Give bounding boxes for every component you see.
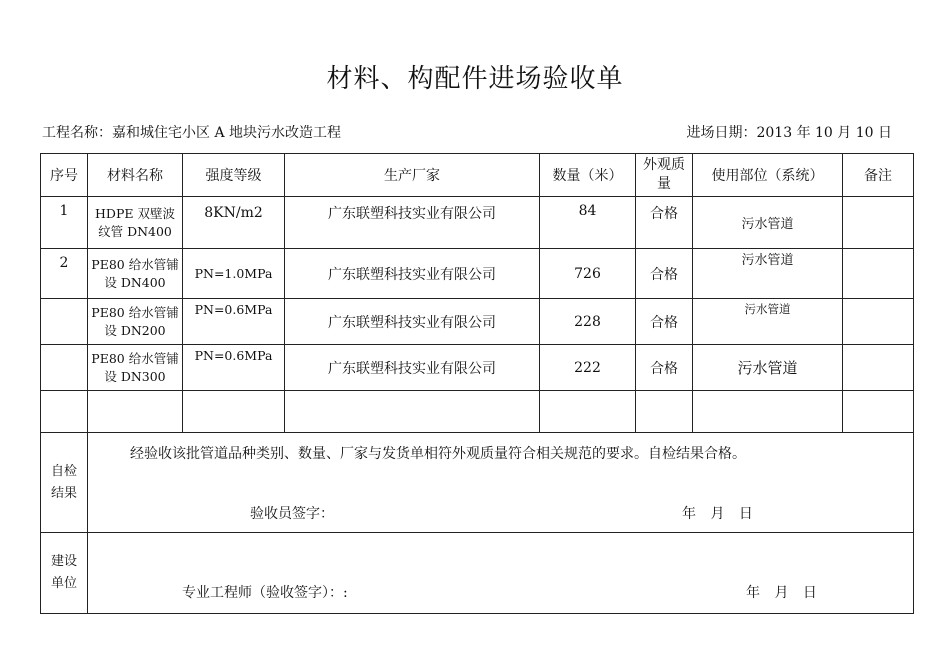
cell-grade: 8KN/m2 bbox=[183, 197, 285, 249]
cell-material: PE80 给水管铺设 DN300 bbox=[88, 345, 183, 391]
cell-remark bbox=[843, 249, 914, 299]
cell-appearance: 合格 bbox=[636, 197, 693, 249]
cell-maker: 广东联塑科技实业有限公司 bbox=[285, 249, 540, 299]
header-material: 材料名称 bbox=[88, 154, 183, 197]
table-header-row bbox=[41, 154, 914, 197]
inspector-signature-label: 验收员签字： bbox=[250, 506, 334, 522]
cell-remark bbox=[843, 197, 914, 249]
acceptance-table bbox=[40, 153, 914, 614]
cell-location: 污水管道 bbox=[693, 197, 843, 249]
document-title: 材料、构配件进场验收单 bbox=[326, 64, 624, 94]
table-row bbox=[41, 249, 914, 299]
cell-seq bbox=[41, 299, 88, 345]
cell-remark bbox=[843, 299, 914, 345]
header-remark: 备注 bbox=[843, 154, 914, 197]
cell-qty: 222 bbox=[540, 345, 636, 391]
cell-location: 污水管道 bbox=[693, 345, 843, 391]
inspector-date: 年 月 日 bbox=[682, 506, 753, 522]
self-check-conclusion: 经验收该批管道品种类别、数量、厂家与发货单相符外观质量符合相关规范的要求。自检结果合格。 bbox=[130, 446, 746, 462]
cell-grade: PN=0.6MPa bbox=[183, 345, 285, 391]
cell-seq bbox=[41, 345, 88, 391]
cell-appearance: 合格 bbox=[636, 249, 693, 299]
self-check-label: 自检 结果 bbox=[41, 433, 88, 533]
cell-location: 污水管道 bbox=[693, 299, 843, 345]
cell-seq: 2 bbox=[41, 249, 88, 299]
self-check-row bbox=[41, 433, 914, 533]
cell-qty: 228 bbox=[540, 299, 636, 345]
engineer-date: 年 月 日 bbox=[746, 585, 817, 601]
cell-maker: 广东联塑科技实业有限公司 bbox=[285, 345, 540, 391]
header-seq: 序号 bbox=[41, 154, 88, 197]
header-location: 使用部位（系统） bbox=[693, 154, 843, 197]
cell-appearance: 合格 bbox=[636, 345, 693, 391]
project-name: 工程名称：嘉和城住宅小区 A 地块污水改造工程 bbox=[42, 125, 342, 141]
cell-maker: 广东联塑科技实业有限公司 bbox=[285, 299, 540, 345]
table-row bbox=[41, 345, 914, 391]
empty-row bbox=[41, 391, 914, 433]
cell-grade: PN=1.0MPa bbox=[183, 249, 285, 299]
construction-label: 建设 单位 bbox=[41, 533, 88, 614]
construction-section bbox=[88, 533, 914, 614]
cell-qty: 726 bbox=[540, 249, 636, 299]
cell-appearance: 合格 bbox=[636, 299, 693, 345]
table-row bbox=[41, 299, 914, 345]
header-grade: 强度等级 bbox=[183, 154, 285, 197]
self-check-section bbox=[88, 433, 914, 533]
header-appearance: 外观质量 bbox=[636, 154, 693, 197]
cell-material: HDPE 双壁波纹管 DN400 bbox=[88, 197, 183, 249]
header-maker: 生产厂家 bbox=[285, 154, 540, 197]
cell-material: PE80 给水管铺设 DN400 bbox=[88, 249, 183, 299]
table-row bbox=[41, 197, 914, 249]
construction-row bbox=[41, 533, 914, 614]
entry-date: 进场日期：2013 年 10 月 10 日 bbox=[686, 125, 892, 141]
header-qty: 数量（米） bbox=[540, 154, 636, 197]
cell-qty: 84 bbox=[540, 197, 636, 249]
cell-seq: 1 bbox=[41, 197, 88, 249]
cell-remark bbox=[843, 345, 914, 391]
cell-maker: 广东联塑科技实业有限公司 bbox=[285, 197, 540, 249]
cell-location: 污水管道 bbox=[693, 249, 843, 299]
cell-material: PE80 给水管铺设 DN200 bbox=[88, 299, 183, 345]
engineer-signature-label: 专业工程师（验收签字）：: bbox=[182, 585, 348, 601]
cell-grade: PN=0.6MPa bbox=[183, 299, 285, 345]
